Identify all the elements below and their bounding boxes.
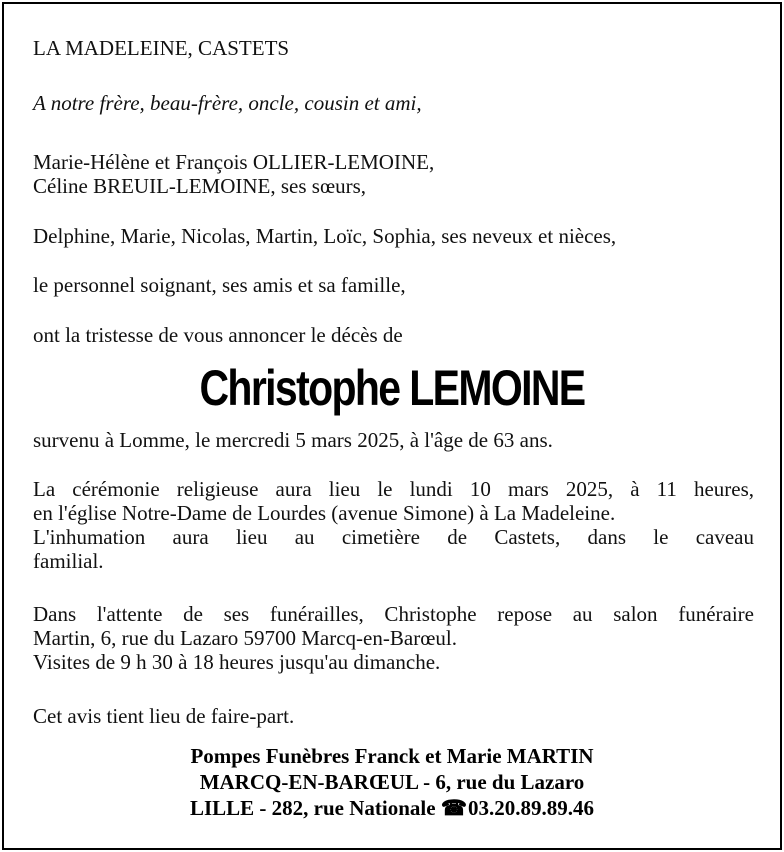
announcement-line: ont la tristesse de vous annoncer le décès de (33, 323, 403, 347)
staff-line: le personnel soignant, ses amis et sa famille, (33, 273, 406, 297)
nephews-line: Delphine, Marie, Nicolas, Martin, Loïc, Sophia, ses neveux et nièces, (33, 224, 617, 248)
funeral-home-address-2 (4, 795, 780, 821)
obituary-notice (2, 2, 782, 850)
phone-icon: ☎ (440, 796, 467, 820)
deceased-name: Christophe LEMOINE (199, 360, 585, 416)
ceremony-paragraph (33, 477, 754, 573)
ceremony-line-1: La cérémonie religieuse aura lieu le lundi 10 mars 2025, à 11 heures, (33, 477, 754, 501)
visitation-line-3: Visites de 9 h 30 à 18 heures jusqu'au dimanche. (33, 650, 441, 674)
funeral-home-phone[interactable]: 03.20.89.89.46 (468, 796, 594, 820)
visitation-paragraph (33, 602, 754, 674)
closing-line: Cet avis tient lieu de faire-part. (33, 704, 295, 728)
funeral-home-address-1: MARCQ-EN-BARŒUL - 6, rue du Lazaro (199, 770, 585, 794)
ceremony-line-2: en l'église Notre-Dame de Lourdes (avenue Simone) à La Madeleine. (33, 501, 616, 525)
family-line-1: Marie-Hélène et François OLLIER-LEMOINE, (33, 150, 435, 174)
ceremony-line-3: L'inhumation aura lieu au cimetière de Castets, dans le caveau (33, 525, 754, 549)
funeral-home-address-2-text: LILLE - 282, rue Nationale (189, 796, 436, 820)
death-details: survenu à Lomme, le mercredi 5 mars 2025, à l'âge de 63 ans. (33, 428, 553, 452)
family-line-2: Céline BREUIL-LEMOINE, ses sœurs, (33, 174, 367, 198)
dedication-line: A notre frère, beau-frère, oncle, cousin et ami, (33, 91, 422, 115)
location-heading: LA MADELEINE, CASTETS (33, 36, 290, 60)
visitation-line-2: Martin, 6, rue du Lazaro 59700 Marcq-en-Barœul. (33, 626, 457, 650)
visitation-line-1: Dans l'attente de ses funérailles, Christophe repose au salon funéraire (33, 602, 754, 626)
ceremony-line-4: familial. (33, 549, 104, 573)
funeral-home-name: Pompes Funèbres Franck et Marie MARTIN (190, 744, 594, 768)
